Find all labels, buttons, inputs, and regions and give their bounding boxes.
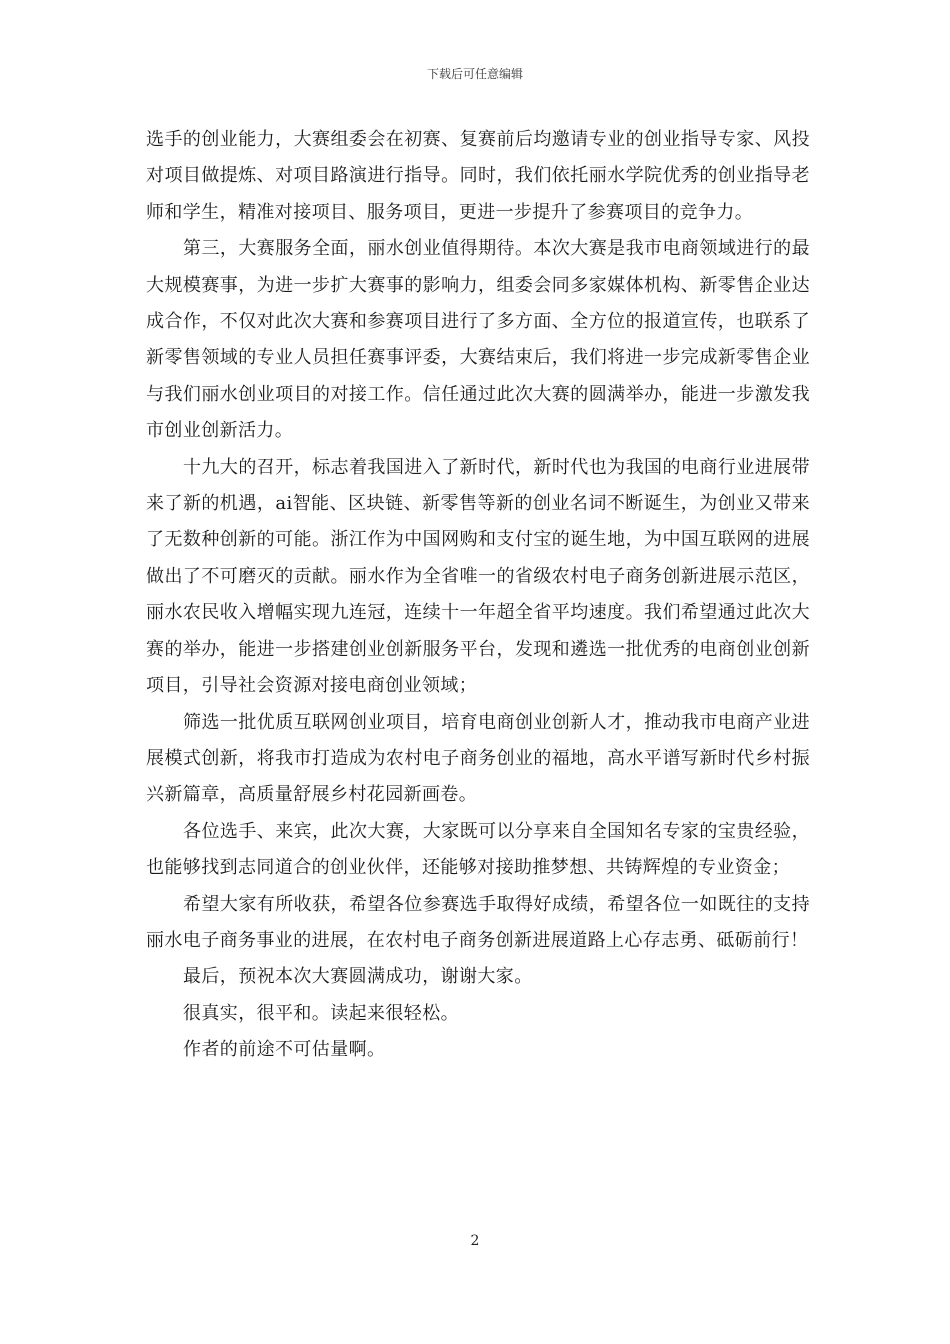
page-number: 2 <box>470 1233 480 1249</box>
paragraph: 作者的前途不可估量啊。 <box>183 1039 386 1061</box>
paragraph: 很真实，很平和。读起来很轻松。 <box>183 1002 459 1024</box>
paragraph: 第三，大赛服务全面，丽水创业值得期待。本次大赛是我市电商领域进行的最大规模赛事，为进一步扩大赛事的影响力，组委会同多家媒体机构、新零售企业达成合作，不仅对此次大赛和参赛项目进行了多方面、全方位的报道宣传，也联系了新零售领域的专业人员担任赛事评委，大赛结束后，我们将进一步完成新零售企业与我们丽水创业项目的对接工作。信任通过此次大赛的圆满举办，能进一步激发我市创业创新活力。 <box>146 238 810 442</box>
paragraph: 十九大的召开，标志着我国进入了新时代，新时代也为我国的电商行业进展带来了新的机遇，ai智能、区块链、新零售等新的创业名词不断诞生，为创业又带来了无数种创新的可能。浙江作为中国网购和支付宝的诞生地，为中国互联网的进展做出了不可磨灭的贡献。丽水作为全省唯一的省级农村电子商务创新进展示范区，丽水农民收入增幅实现九连冠，连续十一年超全省平均速度。我们希望通过此次大赛的举办，能进一步搭建创业创新服务平台，发现和遴选一批优秀的电商创业创新项目，引导社会资源对接电商创业领域； <box>146 456 810 697</box>
paragraph: 希望大家有所收获，希望各位参赛选手取得好成绩，希望各位一如既往的支持丽水电子商务事业的进展，在农村电子商务创新进展道路上心存志勇、砥砺前行！ <box>146 893 810 951</box>
paragraph-continued: 选手的创业能力，大赛组委会在初赛、复赛前后均邀请专业的创业指导专家、风投对项目做提炼、对项目路演进行指导。同时，我们依托丽水学院优秀的创业指导老师和学生，精准对接项目、服务项目，更进一步提升了参赛项目的竞争力。 <box>146 129 810 223</box>
page-header-note: 下载后可任意编辑 <box>426 67 523 81</box>
paragraph: 最后，预祝本次大赛圆满成功，谢谢大家。 <box>183 966 533 988</box>
paragraph: 各位选手、来宾，此次大赛，大家既可以分享来自全国知名专家的宝贵经验，也能够找到志同道合的创业伙伴，还能够对接助推梦想、共铸辉煌的专业资金； <box>146 820 810 879</box>
paragraph: 筛选一批优质互联网创业项目，培育电商创业创新人才，推动我市电商产业进展模式创新，将我市打造成为农村电子商务创业的福地，高水平谱写新时代乡村振兴新篇章，高质量舒展乡村花园新画卷。 <box>146 711 810 806</box>
document-body <box>146 122 810 1069</box>
